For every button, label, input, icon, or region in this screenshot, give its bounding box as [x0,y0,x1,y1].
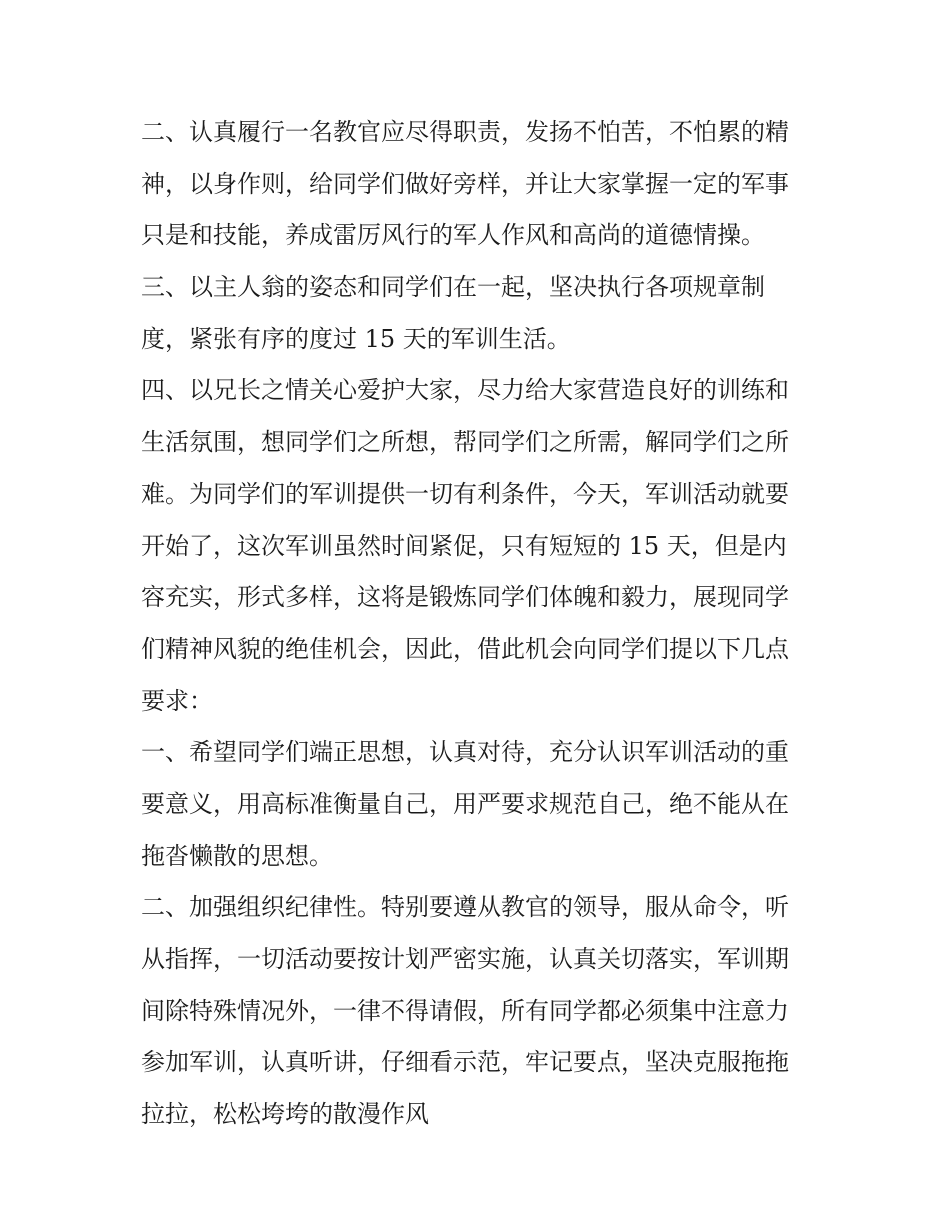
text-line: 要意义，用高标准衡量自己，用严要求规范自己，绝不能从在 [141,789,789,818]
text-line: 间除特殊情况外，一律不得请假，所有同学都必须集中注意力 [141,996,789,1025]
text-line: 二、加强组织纪律性。特别要遵从教官的领导，服从命令，听 [141,893,789,922]
text-line: 神，以身作则，给同学们做好旁样，并让大家掌握一定的军事 [141,169,789,198]
text-line: 要求： [141,686,213,715]
text-line: 三、以主人翁的姿态和同学们在一起，坚决执行各项规章制 [141,273,765,302]
text-line: 参加军训，认真听讲，仔细看示范，牢记要点，坚决克服拖拖 [141,1048,789,1077]
text-line: 从指挥，一切活动要按计划严密实施，认真关切落实，军训期 [141,945,789,973]
text-line: 只是和技能，养成雷厉风行的军人作风和高尚的道德情操。 [141,221,765,250]
text-line: 容充实，形式多样，这将是锻炼同学们体魄和毅力，展现同学 [141,583,789,612]
text-line: 拖沓懒散的思想。 [141,841,333,870]
text-line: 一、希望同学们端正思想，认真对待，充分认识军训活动的重 [141,738,789,767]
text-line: 四、以兄长之情关心爱护大家，尽力给大家营造良好的训练和 [141,376,789,405]
text-line: 们精神风貌的绝佳机会，因此，借此机会向同学们提以下几点 [141,634,789,663]
text-line: 度，紧张有序的度过 15 天的军训生活。 [141,324,571,353]
text-line: 二、认真履行一名教官应尽得职责，发扬不怕苦，不怕累的精 [141,118,789,146]
text-line: 开始了，这次军训虽然时间紧促，只有短短的 15 天，但是内 [141,531,787,560]
body-text [141,107,821,1141]
text-line: 拉拉，松松垮垮的散漫作风 [141,1100,429,1129]
text-line: 生活氛围，想同学们之所想，帮同学们之所需，解同学们之所 [141,428,789,457]
text-line: 难。为同学们的军训提供一切有利条件，今天，军训活动就要 [141,479,789,508]
